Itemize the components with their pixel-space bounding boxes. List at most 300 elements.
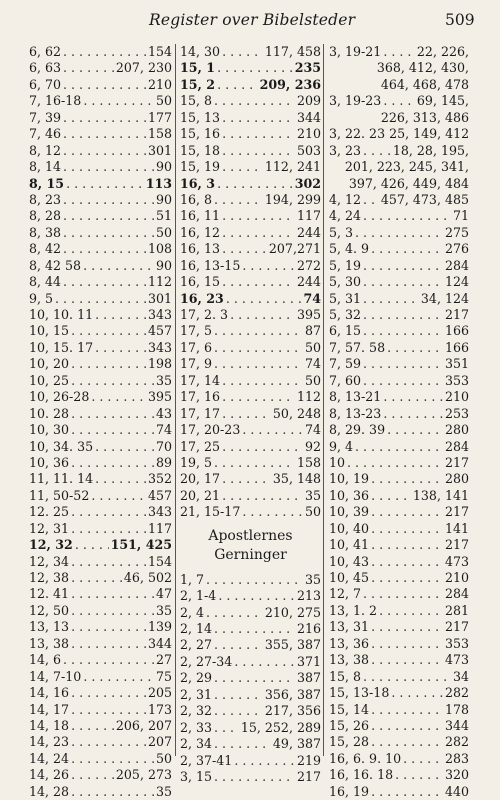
leader-dots [63,225,154,241]
entry-pages: 173 [147,701,172,717]
entry-pages: 198 [147,356,172,372]
entry-reference: 5, 4. 9 [329,241,370,257]
index-entry [329,176,469,192]
entry-reference: 15, 13 [180,109,221,125]
leader-dots [363,356,443,372]
index-entry [29,734,172,750]
index-entry [180,621,321,637]
index-entry [329,389,469,405]
entry-reference: 2, 37-41 [180,752,233,768]
leader-dots [217,60,293,76]
leader-dots [71,586,154,602]
entry-pages: 49, 387 [272,736,321,752]
entry-pages: 353 [444,372,469,388]
index-entry [329,241,469,257]
leader-dots [214,670,295,686]
entry-pages: 320 [444,767,469,783]
entry-pages: 344 [147,635,172,651]
leader-dots [217,77,258,93]
leader-dots [214,687,263,703]
entry-reference: 10, 26-28 [29,389,90,405]
index-entry [329,159,469,175]
entry-pages: 217 [444,307,469,322]
entry-reference: 14, 7-10 [29,668,82,684]
entry-pages-continued: 226, 313, 486 [380,109,469,125]
leader-dots [371,784,443,800]
entry-pages: 503 [296,142,321,158]
leader-dots [222,373,303,389]
index-entry [29,93,172,109]
leader-dots [91,389,146,405]
leader-dots [75,537,109,553]
entry-reference: 7, 16-18 [29,93,82,109]
leader-dots [63,77,146,93]
entry-reference: 15, 13-18 [329,685,390,701]
leader-dots [71,619,146,635]
leader-dots [363,586,443,602]
entry-reference: 13, 38 [29,635,70,651]
entry-reference: 17, 14 [180,372,221,388]
leader-dots [71,603,154,619]
index-entry [180,389,321,405]
index-entry [180,455,321,471]
entry-pages: 117, 458 [264,44,321,59]
leader-dots [83,93,154,109]
leader-dots [391,685,443,701]
entry-reference: 12, 31 [29,520,70,536]
entry-reference: 16, 13 [180,241,221,257]
leader-dots [234,654,295,670]
index-column-2 [180,44,321,785]
leader-dots [222,274,295,290]
entry-reference: 10, 45 [329,570,370,585]
leader-dots [214,93,295,109]
entry-pages: 457, 473, 485 [380,191,469,207]
entry-reference: 16, 8 [180,191,213,207]
entry-reference: 3, 19-21 [329,44,382,59]
index-entry [29,439,172,455]
entry-pages: 280 [444,471,469,487]
entry-reference: 8, 42 58 [29,257,82,273]
leader-dots [379,603,443,619]
index-entry [29,521,172,537]
leader-dots [371,718,443,734]
index-entry [29,60,172,76]
leader-dots [217,176,293,192]
leader-dots [71,373,154,389]
index-columns [0,44,500,799]
index-entry [29,307,172,323]
entry-reference: 10, 10. 11 [29,307,94,322]
leader-dots [371,241,443,257]
leader-dots [71,455,154,471]
entry-pages: 253 [444,405,469,421]
entry-pages: 282 [444,685,469,701]
index-entry [29,77,172,93]
entry-pages: 302 [294,175,321,191]
entry-reference: 15, 2 [180,76,216,92]
entry-pages: 352 [147,471,172,487]
entry-reference: 14, 17 [29,701,70,717]
entry-pages: 213 [296,588,321,604]
entry-reference: 6, 70 [29,76,62,92]
leader-dots [403,751,443,767]
index-entry [329,751,469,767]
leader-dots [371,734,443,750]
entry-pages: 206, 207 [115,717,172,733]
leader-dots [242,422,303,438]
index-entry [329,603,469,619]
entry-reference: 10, 36 [329,487,370,503]
index-entry [180,110,321,126]
entry-pages: 34, 124 [420,290,469,306]
leader-dots [222,143,295,159]
index-entry [329,422,469,438]
entry-reference: 5, 19 [329,257,362,273]
index-entry [329,208,469,224]
entry-pages: 457 [147,323,172,339]
leader-dots [363,669,451,685]
entry-pages: 205, 273 [115,767,172,783]
leader-dots [222,126,295,142]
section-heading [180,527,321,565]
leader-dots [71,702,146,718]
index-entry [29,340,172,356]
leader-dots [63,44,146,60]
entry-reference: 6, 15 [329,323,362,339]
index-column-3 [329,44,469,800]
index-entry [329,586,469,602]
entry-pages: 70 [155,438,172,454]
entry-pages: 74 [155,422,172,438]
entry-pages: 395 [147,389,172,405]
leader-dots [371,702,443,718]
leader-dots [234,753,295,769]
entry-reference: 3, 22. 23 [329,126,386,142]
entry-pages: 275 [444,224,469,240]
running-title: Register over Bibelsteder [149,11,356,29]
index-entry [29,504,172,520]
index-entry [329,356,469,372]
entry-reference: 14, 18 [29,717,70,733]
leader-dots [214,736,271,752]
entry-reference: 8, 23 [29,191,62,207]
entry-pages: 194, 299 [264,191,321,207]
entry-reference: 17, 25 [180,438,221,454]
entry-reference: 8, 44 [29,274,62,290]
entry-reference: 16, 23 [180,290,224,306]
entry-reference: 8, 14 [29,159,62,175]
entry-pages: 272 [296,257,321,273]
entry-reference: 17, 20-23 [180,422,241,438]
index-entry [180,60,321,76]
entry-reference: 17, 6 [180,339,213,355]
leader-dots [214,621,295,637]
index-entry [329,685,469,701]
entry-reference: 10, 20 [29,356,70,372]
index-entry [29,159,172,175]
entry-reference: 17, 17 [180,405,221,421]
index-entry [180,605,321,621]
entry-reference: 21, 15-17 [180,504,241,520]
entry-reference: 7, 39 [29,109,62,125]
entry-reference: 11, 50-52 [29,487,90,503]
entry-pages: 139 [147,619,172,635]
entry-reference: 15, 18 [180,142,221,158]
entry-reference: 15, 8 [329,668,362,684]
entry-pages: 92 [304,438,321,454]
index-entry [329,274,469,290]
index-entry [329,504,469,520]
entry-reference: 15, 8 [180,93,213,109]
leader-dots [95,340,146,356]
entry-pages: 108 [147,241,172,257]
index-entry [29,406,172,422]
index-entry [29,537,172,553]
index-entry [180,93,321,109]
index-entry [29,784,172,800]
leader-dots [83,669,154,685]
index-entry [29,323,172,339]
index-entry [329,373,469,389]
entry-reference: 12, 7 [329,586,362,602]
entry-pages: 90 [155,191,172,207]
leader-dots [222,488,303,504]
leader-dots [242,258,295,274]
index-entry [180,572,321,588]
entry-pages: 282 [444,734,469,750]
entry-pages: 71 [452,208,469,224]
entry-pages: 22, 226, [416,44,469,59]
entry-pages: 284 [444,257,469,273]
entry-pages: 69, 145, [416,93,469,109]
leader-dots [71,751,154,767]
leader-dots [63,652,154,668]
entry-pages: 35 [155,372,172,388]
index-entry [29,356,172,372]
entry-reference: 7, 60 [329,372,362,388]
index-entry [29,192,172,208]
entry-reference: 10, 40 [329,520,370,536]
entry-reference: 4, 12 [329,191,362,207]
entry-pages: 207,271 [268,241,321,257]
entry-reference: 8, 13-21 [329,389,382,405]
entry-pages: 158 [147,126,172,142]
index-entry [29,554,172,570]
entry-reference: 2, 33 [180,719,213,735]
section-heading-line: Gerninger [214,546,287,563]
index-entry [329,93,469,109]
index-entry [29,471,172,487]
entry-reference: 10, 41 [329,537,370,553]
entry-pages: 47 [155,586,172,602]
entry-reference: 2, 1-4 [180,588,217,604]
index-entry [29,208,172,224]
entry-pages: 25, 149, 412 [389,126,469,142]
leader-dots [363,291,419,307]
entry-pages: 344 [444,717,469,733]
leader-dots [222,471,271,487]
index-entry [180,687,321,703]
entry-reference: 8, 29. 39 [329,422,386,438]
index-entry [29,44,172,60]
leader-dots [371,471,443,487]
entry-reference: 10 [329,454,346,470]
entry-pages: 217 [444,537,469,553]
leader-dots [71,784,154,800]
index-entry [180,274,321,290]
entry-reference: 5, 32 [329,307,362,322]
entry-reference: 15, 26 [329,717,370,733]
entry-reference: 15, 16 [180,126,221,142]
entry-pages: 43 [155,405,172,421]
leader-dots [387,422,443,438]
index-entry [329,652,469,668]
index-entry [29,389,172,405]
entry-pages: 35 [304,487,321,503]
entry-reference: 14, 6 [29,652,62,668]
entry-reference: 16, 11 [180,208,221,224]
entry-pages: 50, 248 [272,405,321,421]
entry-reference: 15, 28 [329,734,370,750]
entry-pages: 50 [155,750,172,766]
entry-reference: 5, 31 [329,290,362,306]
entry-reference: 11, 11. 14 [29,471,94,487]
leader-dots [347,455,443,471]
entry-reference: 13, 38 [329,652,370,668]
index-entry [29,274,172,290]
entry-reference: 10, 36 [29,454,70,470]
leader-dots [214,340,303,356]
entry-pages: 51 [155,208,172,224]
entry-pages: 124 [444,274,469,290]
leader-dots [71,323,146,339]
index-entry [180,471,321,487]
leader-dots [71,685,146,701]
leader-dots [371,570,443,586]
entry-pages: 473 [444,553,469,569]
index-entry [29,225,172,241]
entry-pages: 284 [444,586,469,602]
index-entry [29,685,172,701]
index-entry [180,588,321,604]
leader-dots [230,307,295,323]
leader-dots [71,356,146,372]
entry-pages: 280 [444,422,469,438]
leader-dots [371,619,443,635]
entry-reference: 4, 24 [329,208,362,224]
entry-reference: 13, 36 [329,635,370,651]
index-column-2-bottom [180,572,321,786]
leader-dots [71,636,146,652]
entry-reference: 13, 31 [329,619,370,635]
entry-reference: 13, 13 [29,619,70,635]
index-entry [180,192,321,208]
index-entry [29,718,172,734]
entry-pages: 87 [304,323,321,339]
entry-reference: 7, 59 [329,356,362,372]
leader-dots [206,572,303,588]
entry-pages: 112 [147,274,172,290]
entry-reference: 2, 34 [180,736,213,752]
index-entry [329,406,469,422]
leader-dots [371,636,443,652]
leader-dots [371,504,443,520]
index-entry [180,654,321,670]
entry-reference: 14, 30 [180,44,221,59]
index-entry [329,784,469,800]
entry-pages: 50 [304,504,321,520]
index-entry [29,488,172,504]
entry-pages: 178 [444,701,469,717]
entry-pages: 207, 230 [115,60,172,76]
leader-dots [95,471,146,487]
leader-dots [83,258,154,274]
entry-pages: 74 [304,356,321,372]
entry-reference: 20, 21 [180,487,221,503]
entry-pages: 209 [296,93,321,109]
leader-dots [66,176,144,192]
index-entry [29,603,172,619]
index-entry [29,751,172,767]
entry-reference: 16, 13-15 [180,257,241,273]
entry-pages: 371 [296,653,321,669]
leader-dots [383,406,443,422]
leader-dots [63,208,154,224]
index-entry [329,734,469,750]
index-entry [329,323,469,339]
leader-dots [222,44,263,60]
leader-dots [55,291,146,307]
entry-pages: 50 [304,372,321,388]
leader-dots [95,307,146,323]
leader-dots [63,60,114,76]
index-entry [329,258,469,274]
entry-pages: 457 [147,487,172,503]
entry-pages: 151, 425 [110,537,172,553]
index-entry [180,406,321,422]
leader-dots [214,323,303,339]
index-entry [329,143,469,159]
entry-pages: 219 [296,752,321,768]
leader-dots [71,718,114,734]
leader-dots [383,93,415,109]
entry-reference: 8, 28 [29,208,62,224]
entry-pages: 50 [155,93,172,109]
entry-reference: 8, 15 [29,175,65,191]
index-entry [29,570,172,586]
index-entry [180,258,321,274]
index-entry [329,455,469,471]
leader-dots [206,605,263,621]
index-entry [29,258,172,274]
entry-reference: 8, 42 [29,241,62,257]
entry-reference: 19, 5 [180,454,213,470]
entry-pages: 440 [444,783,469,799]
entry-pages: 75 [155,668,172,684]
entry-reference: 14, 24 [29,750,70,766]
entry-pages: 15, 252, 289 [240,719,321,735]
entry-pages: 344 [296,109,321,125]
leader-dots [71,570,122,586]
entry-reference: 16, 19 [329,783,370,799]
entry-pages: 74 [304,422,321,438]
entry-reference: 2, 32 [180,703,213,719]
entry-pages: 177 [147,109,172,125]
entry-pages-continued: 368, 412, 430, [376,60,469,76]
index-entry [180,307,321,323]
entry-reference: 9, 5 [29,290,54,306]
